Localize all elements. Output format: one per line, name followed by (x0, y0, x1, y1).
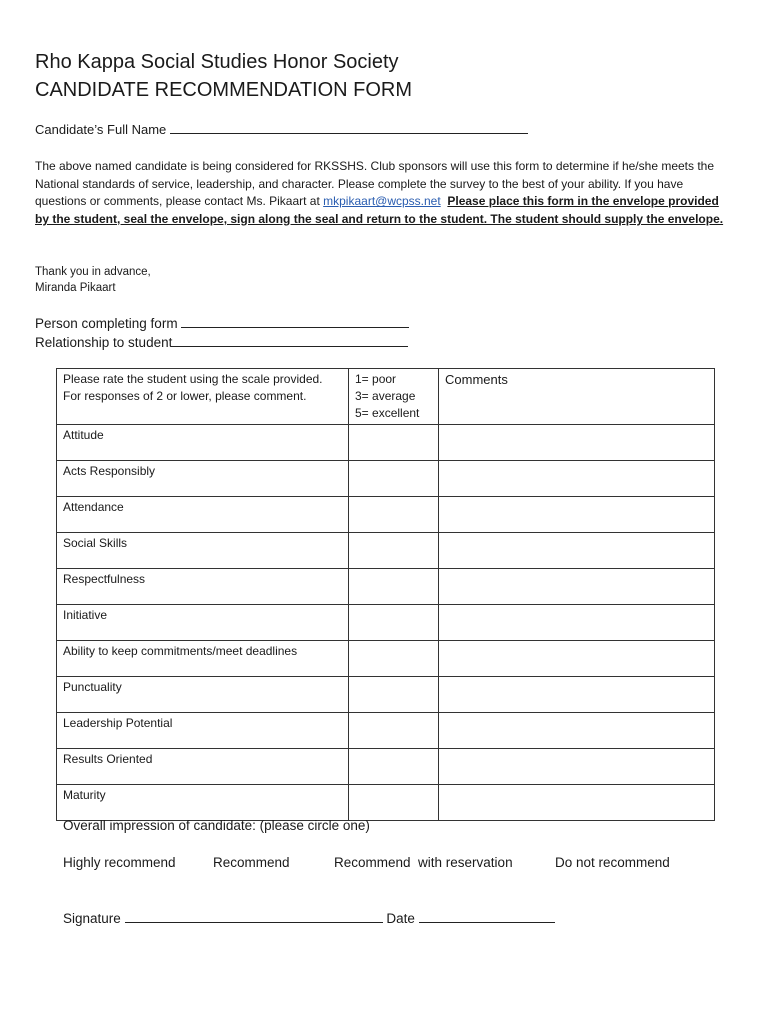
criterion-label: Results Oriented (57, 749, 349, 785)
comment-cell[interactable] (439, 461, 715, 497)
thanks-line: Thank you in advance, (35, 266, 151, 278)
rating-table (56, 368, 715, 821)
scale-cell (349, 369, 439, 425)
scale-excellent: 5= excellent (355, 406, 420, 420)
criterion-label: Social Skills (57, 533, 349, 569)
date-label: Date (386, 911, 415, 926)
comment-cell[interactable] (439, 533, 715, 569)
rating-cell[interactable] (349, 641, 439, 677)
signature-line[interactable] (125, 910, 383, 923)
rating-cell[interactable] (349, 497, 439, 533)
form-title-line2: CANDIDATE RECOMMENDATION FORM (35, 79, 413, 101)
comment-cell[interactable] (439, 425, 715, 461)
table-row (57, 713, 715, 749)
contact-email-link[interactable]: mkpikaart@wcpss.net (323, 194, 441, 209)
candidate-name-line[interactable] (170, 121, 528, 134)
relationship-label: Relationship to student (35, 335, 173, 350)
person-completing-label: Person completing form (35, 316, 178, 331)
comment-cell[interactable] (439, 569, 715, 605)
relationship-line[interactable] (172, 334, 408, 347)
table-row (57, 569, 715, 605)
rating-cell[interactable] (349, 677, 439, 713)
option-recommend[interactable]: Recommend (213, 855, 290, 870)
table-row (57, 605, 715, 641)
scale-poor: 1= poor (355, 372, 397, 386)
intro-paragraph (35, 158, 735, 228)
rating-cell[interactable] (349, 713, 439, 749)
comment-cell[interactable] (439, 497, 715, 533)
comments-header: Comments (439, 369, 715, 425)
table-row (57, 497, 715, 533)
comment-cell[interactable] (439, 677, 715, 713)
scale-average: 3= average (355, 389, 416, 403)
rating-cell[interactable] (349, 749, 439, 785)
rating-cell[interactable] (349, 569, 439, 605)
envelope-instruction: Please place this form in the envelope provided by the student, seal the envelope, sign along the seal and return to the student. The student should supply the envelope. (35, 194, 724, 226)
candidate-name-label: Candidate’s Full Name (35, 122, 167, 137)
rating-cell[interactable] (349, 461, 439, 497)
comment-cell[interactable] (439, 641, 715, 677)
comment-cell[interactable] (439, 605, 715, 641)
sender-name: Miranda Pikaart (35, 282, 116, 294)
option-highly-recommend[interactable]: Highly recommend (63, 855, 176, 870)
table-row (57, 677, 715, 713)
person-completing-row (35, 314, 409, 333)
table-row (57, 533, 715, 569)
criterion-label: Leadership Potential (57, 713, 349, 749)
criterion-label: Respectfulness (57, 569, 349, 605)
table-row (57, 749, 715, 785)
candidate-name-row (35, 121, 528, 137)
option-do-not-recommend[interactable]: Do not recommend (555, 855, 670, 870)
signature-row (63, 910, 555, 926)
form-title-line1: Rho Kappa Social Studies Honor Society (35, 51, 399, 73)
intro-text: The above named candidate is being considered for RKSSHS. Club sponsors will use this form to determine if he/she meets the National standards of service, leadership, and character. Please complete the survey to the best of your ability. If you have questions or comments, please contact Ms. Pikaart at (35, 159, 715, 209)
criterion-label: Ability to keep commitments/meet deadlines (57, 641, 349, 677)
rating-cell[interactable] (349, 425, 439, 461)
table-row (57, 785, 715, 821)
person-block (35, 314, 409, 352)
relationship-row (35, 333, 409, 352)
criterion-label: Maturity (57, 785, 349, 821)
criterion-label: Punctuality (57, 677, 349, 713)
comment-cell[interactable] (439, 713, 715, 749)
person-completing-line[interactable] (181, 315, 409, 328)
option-recommend-with-reservation[interactable]: Recommend with reservation (334, 855, 513, 870)
criterion-label: Attitude (57, 425, 349, 461)
criterion-label: Initiative (57, 605, 349, 641)
table-header-row (57, 369, 715, 425)
criterion-label: Attendance (57, 497, 349, 533)
date-line[interactable] (419, 910, 555, 923)
rating-cell[interactable] (349, 785, 439, 821)
signature-label: Signature (63, 911, 121, 926)
comment-cell[interactable] (439, 749, 715, 785)
overall-impression-label: Overall impression of candidate: (please circle one) (63, 818, 370, 833)
header-instruction: Please rate the student using the scale provided. For responses of 2 or lower, please comment. (57, 369, 349, 425)
rating-cell[interactable] (349, 533, 439, 569)
table-row (57, 425, 715, 461)
thanks-block (35, 264, 151, 296)
criterion-label: Acts Responsibly (57, 461, 349, 497)
table-row (57, 461, 715, 497)
rating-cell[interactable] (349, 605, 439, 641)
table-row (57, 641, 715, 677)
comment-cell[interactable] (439, 785, 715, 821)
